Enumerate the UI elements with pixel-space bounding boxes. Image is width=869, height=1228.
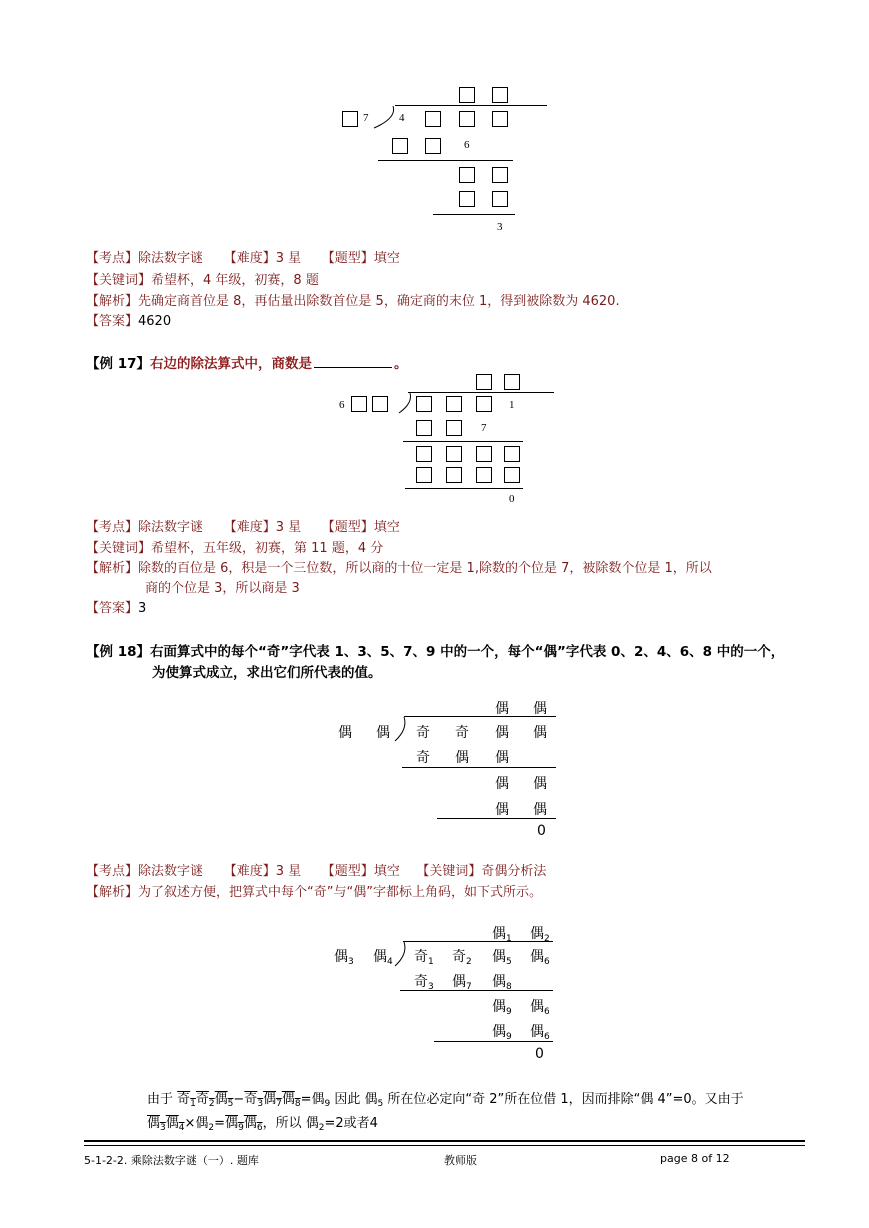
partial-box: [416, 446, 432, 462]
product-digit: 6: [464, 139, 470, 151]
answer-value: 3: [138, 601, 147, 616]
quotient-box: [476, 374, 492, 390]
product-box: [416, 420, 432, 436]
subtract-line: [434, 1041, 553, 1042]
subtract-line: [402, 767, 556, 768]
divisor-digit: 7: [363, 112, 369, 124]
division-bracket: [393, 715, 409, 743]
subtract-line: [433, 214, 515, 215]
footer-page-number: page 8 of 12: [660, 1152, 730, 1165]
subtract-line: [378, 160, 513, 161]
dividend-digit: 4: [399, 112, 405, 124]
division-bracket: [393, 940, 409, 968]
explanation-line-2: 偶$_3$偶$_4$×偶$_2$=偶$_9$偶$_6$，所以 偶$_2$=2或者4: [147, 1116, 378, 1133]
division-bar: [404, 716, 556, 717]
product-digit: 7: [481, 422, 487, 434]
subtract-line: [437, 818, 556, 819]
remainder: 3: [497, 221, 503, 233]
example-18-question-line2: 为使算式成立，求出它们所代表的值。: [152, 665, 382, 681]
divisor-box: [342, 111, 358, 127]
product-box: [476, 467, 492, 483]
dividend-box: [492, 111, 508, 127]
division-bar: [403, 941, 553, 942]
product-box: [425, 138, 441, 154]
footer-rule-thin: [84, 1145, 805, 1146]
dividend-box: [425, 111, 441, 127]
answer-blank: [314, 355, 392, 368]
explanation-line-1: 由于 奇$_1$奇$_2$偶$_5$−奇$_3$偶$_7$偶$_8$=偶$_9$ 因此 偶$_5$ 所在位必定向“奇 2”所在位借 1，因而排除“偶 4”=0。又由于: [147, 1092, 744, 1109]
footer-edition: 教师版: [444, 1154, 477, 1167]
division-bar: [408, 392, 554, 393]
subtract-line: [400, 990, 553, 991]
footer-title: 5-1-2-2. 乘除法数字谜（一）. 题库: [84, 1154, 259, 1167]
dividend-box: [416, 396, 432, 412]
answer-value: 4620: [138, 314, 172, 329]
division-bracket: [396, 391, 414, 415]
product-box: [416, 467, 432, 483]
partial-box: [459, 167, 475, 183]
division-bracket: [371, 104, 397, 130]
partial-box: [492, 167, 508, 183]
quotient-box: [492, 87, 508, 103]
product-box: [392, 138, 408, 154]
partial-box: [476, 446, 492, 462]
product-box: [459, 191, 475, 207]
dividend-box: [476, 396, 492, 412]
example-17-question: 【例 17】右边的除法算式中，商数是 。: [86, 356, 408, 372]
divisor-digit: 6: [339, 399, 345, 411]
dividend-box: [446, 396, 462, 412]
partial-box: [504, 446, 520, 462]
footer-rule: [84, 1140, 805, 1142]
subtract-line: [405, 488, 523, 489]
example-18-question: 【例 18】右面算式中的每个“奇”字代表 1、3、5、7、9 中的一个，每个“偶”字代表 0、2、4、6、8 中的一个，: [86, 644, 785, 660]
quotient-box: [459, 87, 475, 103]
product-box: [504, 467, 520, 483]
remainder: 0: [509, 493, 515, 505]
divisor-box: [351, 396, 367, 412]
product-box: [492, 191, 508, 207]
division-bar: [395, 105, 547, 106]
product-box: [446, 467, 462, 483]
divisor-box: [372, 396, 388, 412]
subtract-line: [403, 441, 523, 442]
product-box: [446, 420, 462, 436]
quotient-box: [504, 374, 520, 390]
dividend-digit: 1: [509, 399, 515, 411]
dividend-box: [459, 111, 475, 127]
partial-box: [446, 446, 462, 462]
